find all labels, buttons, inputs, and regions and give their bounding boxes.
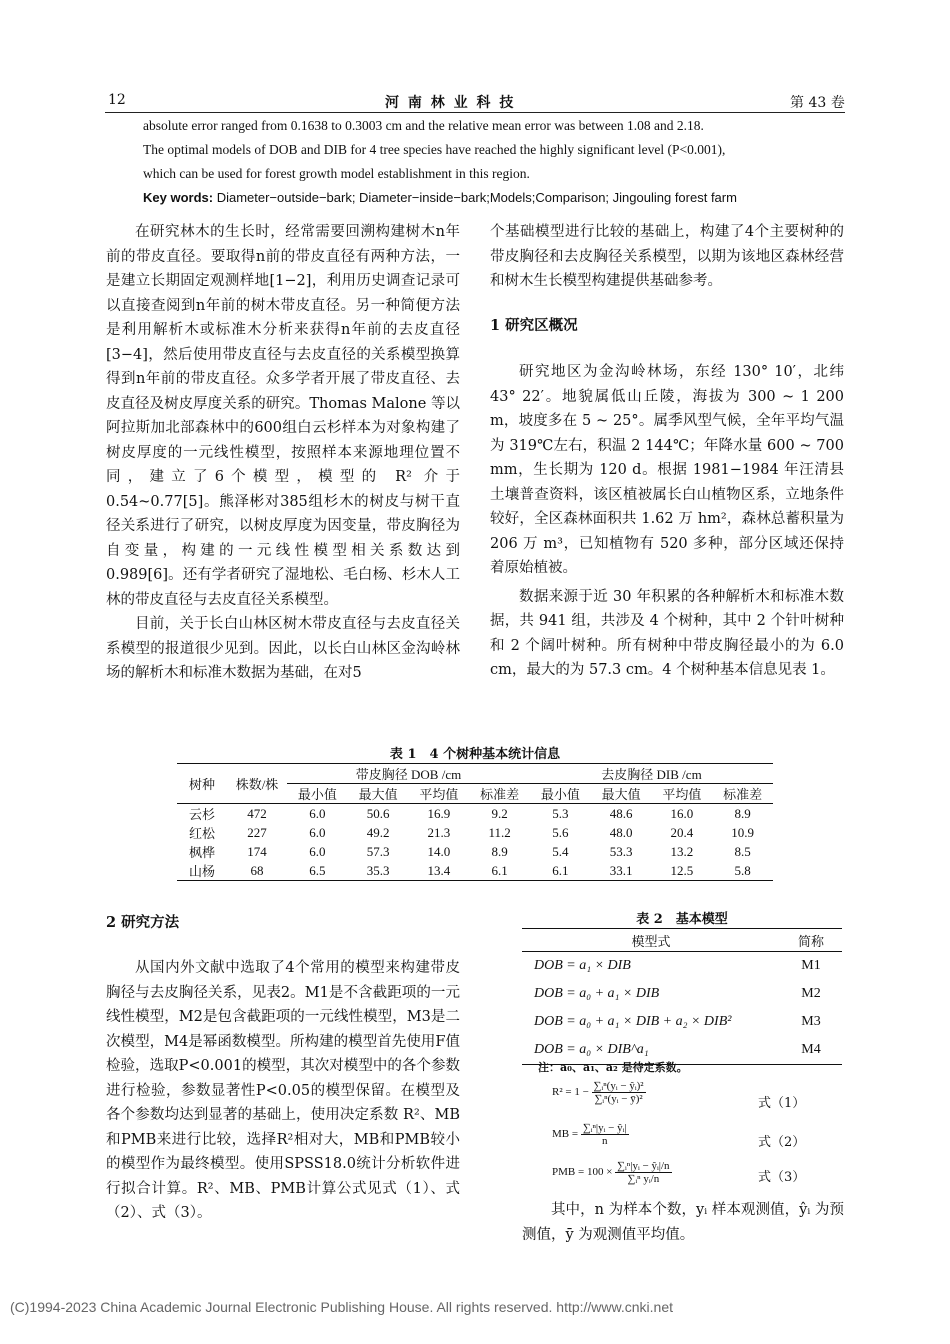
volume-label: 第 43 卷 [790,95,845,111]
table1-cell: 8.9 [491,843,508,859]
table1-row [177,804,773,824]
table1-cell: 11.2 [488,824,511,840]
table1-row [177,823,773,842]
table1-cell: 6.0 [309,824,326,840]
table1-subheader: 最小值 [540,787,580,802]
table1-cell: 16.9 [427,805,451,821]
intro-paragraph-1: 在研究林木的生长时，经常需要回溯构建树木n年前的带皮直径。要取得n前的带皮直径有两种方法，一是建立长期固定观测样地[1−2]，利用历史调查记录可以直接查阅到n年前的树木带皮直径。另一种简便方法是利用解析木或标准木分析来获得n年前的去皮直径[3−4]，然后使用带皮直径与去皮直径的关系模型换算得到n年前的带皮直径。众多学者开展了带皮直径、去皮直径及树皮厚度关系的研究。Thomas Malone 等以阿拉斯加北部森林中的600组白云杉样本为对象构建了树皮厚度的一元线性模型，按照样本来源地理位置不同，建立了6个模型，模型的 R² 介于 0.54~0.77[5]。熊泽彬对385组杉木的树皮与树干直径关系进行了研究，以树皮厚度为因变量，带皮胸径为自变量，构建的一元线性模型相关系数达到 0.989[6]。还有学者研究了湿地松、毛白杨、杉木人工林的带皮直径与去皮直径关系模型。 [106,224,460,608]
table1-cell: 云杉 [188,807,215,822]
table2-header-name: 简称 [797,934,824,950]
eq2-lhs: MB = [552,1128,579,1141]
table1-header-count: 株数/株 [227,764,287,804]
table2-caption: 表 2 基本模型 [636,912,728,927]
table1-cell: 12.5 [670,862,694,878]
table1-cell: 红松 [188,826,215,841]
table2-note: 注：a₀、a₁、a₂ 是待定系数。 [538,1061,688,1074]
table1-row [177,842,773,861]
table1-cell: 49.2 [366,824,390,840]
eq2-fraction [581,1122,629,1147]
table1-cell: 21.3 [427,824,451,840]
keywords-text: Diameter−outside−bark; Diameter−inside−bark;Models;Comparison; Jingouling forest farm [213,190,737,205]
table1-subheader: 平均值 [662,787,702,802]
table1-cell: 6.5 [309,862,326,878]
eq1-denominator: ∑ᵢⁿ(yᵢ − ȳ)² [594,1093,643,1105]
eq1-label: 式（1） [758,1096,806,1111]
abstract-line: The optimal models of DOB and DIB for 4 tree species have reached the highly significant level (P<0.001), [143,142,726,157]
table1-cell: 6.0 [309,805,326,821]
table1-header-species: 树种 [177,764,227,804]
table1-cell: 227 [247,824,267,840]
symbols-paragraph-wrap [522,1198,844,1247]
eq3-label: 式（3） [758,1170,806,1185]
table1-cell: 8.9 [734,805,751,821]
eq2-label: 式（2） [758,1135,806,1150]
table2-header-formula: 模型式 [631,934,671,950]
equation-1 [552,1080,646,1105]
study-area-paragraph: 研究地区为金沟岭林场，东经 130° 10′，北纬 43° 22′。地貌属低山丘陵，海拔为 300 ~ 1 200 m，坡度多在 5 ~ 25°。属季风型气候，全年平均气温为 319℃左右，积温 2 144℃；年降水量 600 ~ 700 mm，生长期为 120 d。根据 1981−1984 年汪清县土壤普查资料，该区植被属长白山植物区系，立地条件较好，全区森林面积共 1.62 万 hm²，森林总蓄积量为 206 万 m³，已知植物有 520 多种，部分区域还保持着原始植被。 [490,364,844,576]
keywords [143,186,833,210]
page-number: 12 [108,92,126,108]
table1-header-dob: 带皮胸径 DOB /cm [287,764,530,784]
table1-cell: 5.6 [552,824,569,840]
equation-2 [552,1122,629,1147]
eq1-fraction [592,1080,646,1105]
symbols-paragraph: 其中，n 为样本个数，yᵢ 样本观测值，ŷᵢ 为预测值，ȳ 为观测值平均值。 [522,1202,844,1243]
table1-cell: 50.6 [366,805,390,821]
table1-cell: 33.1 [609,862,633,878]
table1-body [177,804,773,881]
table1-cell: 8.5 [734,843,751,859]
header-rule [105,112,845,113]
table1-subheader: 最大值 [358,787,398,802]
methods-paragraph: 从国内外文献中选取了4个常用的模型来构建带皮胸径与去皮胸径关系，见表2。M1是不含截距项的一元线性模型，M2是包含截距项的一元线性模型，M3是二次模型，M4是幂函数模型。所构建的模型首先使用F值检验，选取P<0.001的模型，其次对模型中的各个参数进行检验，参数显著性P<0.05的模型保留。在模型及各个参数均达到显著的基础上，使用决定系数 R²、MB和PMB来进行比较，选择R²相对大，MB和PMB较小的模型作为最终模型。使用SPSS18.0统计分析软件进行拟合计算。R²、MB、PMB计算公式见式（1）、式（2）、式（3）。 [106,960,460,1221]
abstract-line: which can be used for forest growth model establishment in this region. [143,166,530,181]
table1-subheader: 最大值 [601,787,641,802]
keywords-label: Key words: [143,190,214,205]
table1-cell: 9.2 [491,805,508,821]
table1-subheader: 标准差 [723,787,763,802]
table1-header-dib: 去皮胸径 DIB /cm [530,764,773,784]
abstract-continuation [143,114,833,210]
table1-cell: 14.0 [427,843,451,859]
eq3-lhs: PMB = 100 × [552,1166,613,1179]
copyright-footer: (C)1994-2023 China Academic Journal Electronic Publishing House. All rights reserved. http://www.cnki.net [10,1299,673,1315]
eq2-denominator: n [601,1135,608,1147]
table1-caption: 表 1 4 个树种基本统计信息 [389,747,561,762]
table1-row [177,861,773,881]
model-formula: DOB = a₀ × DIB^a₁ [534,1042,649,1057]
table1-cell: 16.0 [670,805,694,821]
model-formula: DOB = a₁ × DIB [534,958,631,973]
eq2-numerator: ∑ᵢⁿ|yᵢ − ŷᵢ| [582,1122,627,1134]
eq3-fraction [615,1160,671,1185]
methods-column [106,956,460,1226]
table1-cell: 35.3 [366,862,390,878]
eq3-numerator: ∑ᵢⁿ|yᵢ − ŷᵢ|/n [617,1160,670,1172]
section-1-heading: 1 研究区概况 [490,316,578,334]
table1-cell: 5.3 [552,805,569,821]
table1-cell: 57.3 [366,843,390,859]
table1-subheader: 最小值 [297,787,337,802]
intro-paragraph-3: 个基础模型进行比较的基础上，构建了4个主要树种的带皮胸径和去皮胸径关系模型，以期为该地区森林经营和树木生长模型构建提供基础参考。 [490,224,844,289]
table1-cell: 6.0 [309,843,326,859]
table1-cell: 174 [247,843,267,859]
table1-cell: 5.4 [552,843,569,859]
table1-cell: 53.3 [609,843,633,859]
eq1-lhs: R² = 1 − [552,1086,589,1099]
eq1-numerator: ∑ᵢⁿ(yᵢ − ŷᵢ)² [593,1080,644,1092]
model-name: M3 [801,1014,821,1029]
right-column [490,220,844,683]
table1-cell: 5.8 [734,862,751,878]
model-name: M2 [801,986,821,1001]
table1-cell: 20.4 [670,824,694,840]
table1-cell: 山杨 [188,864,215,879]
equation-3 [552,1160,672,1185]
table1-cell: 472 [247,805,267,821]
eq3-denominator: ∑ᵢⁿ yᵢ/n [627,1173,660,1185]
table1-cell: 6.1 [552,862,569,878]
table1-cell: 6.1 [491,862,508,878]
table1-cell: 13.2 [670,843,694,859]
data-source-paragraph: 数据来源于近 30 年积累的各种解析木和标准木数据，共 941 组，共涉及 4 个树种，其中 2 个针叶树种和 2 个阔叶树种。所有树种中带皮胸径最小的为 6.0 cm，最大的为 57.3 cm。4 个树种基本信息见表 1。 [490,588,844,678]
intro-paragraph-2: 目前，关于长白山林区树木带皮直径与去皮直径关系模型的报道很少见到。因此，以长白山林区金沟岭林场的解析木和标准木数据为基础，在对5 [106,616,460,681]
table1-cell: 10.9 [731,824,754,840]
abstract-line: absolute error ranged from 0.1638 to 0.3003 cm and the relative mean error was between 1.08 and 2.18. [143,118,704,133]
table1-subheader: 平均值 [419,787,459,802]
table1-cell: 48.0 [609,824,633,840]
table2 [522,928,842,1065]
section-2-heading: 2 研究方法 [106,914,180,931]
model-formula: DOB = a₀ + a₁ × DIB [534,986,660,1001]
table1-subheader: 标准差 [480,787,520,802]
table1-cell: 68 [250,862,264,878]
table1-cell: 13.4 [427,862,451,878]
table1 [177,763,773,881]
table1-cell: 48.6 [609,805,633,821]
left-column [106,220,460,686]
model-formula: DOB = a₀ + a₁ × DIB + a₂ × DIB² [534,1014,732,1029]
journal-title: 河 南 林 业 科 技 [385,95,516,111]
model-name: M4 [801,1042,821,1057]
table1-cell: 枫桦 [188,845,215,860]
model-name: M1 [801,958,821,973]
